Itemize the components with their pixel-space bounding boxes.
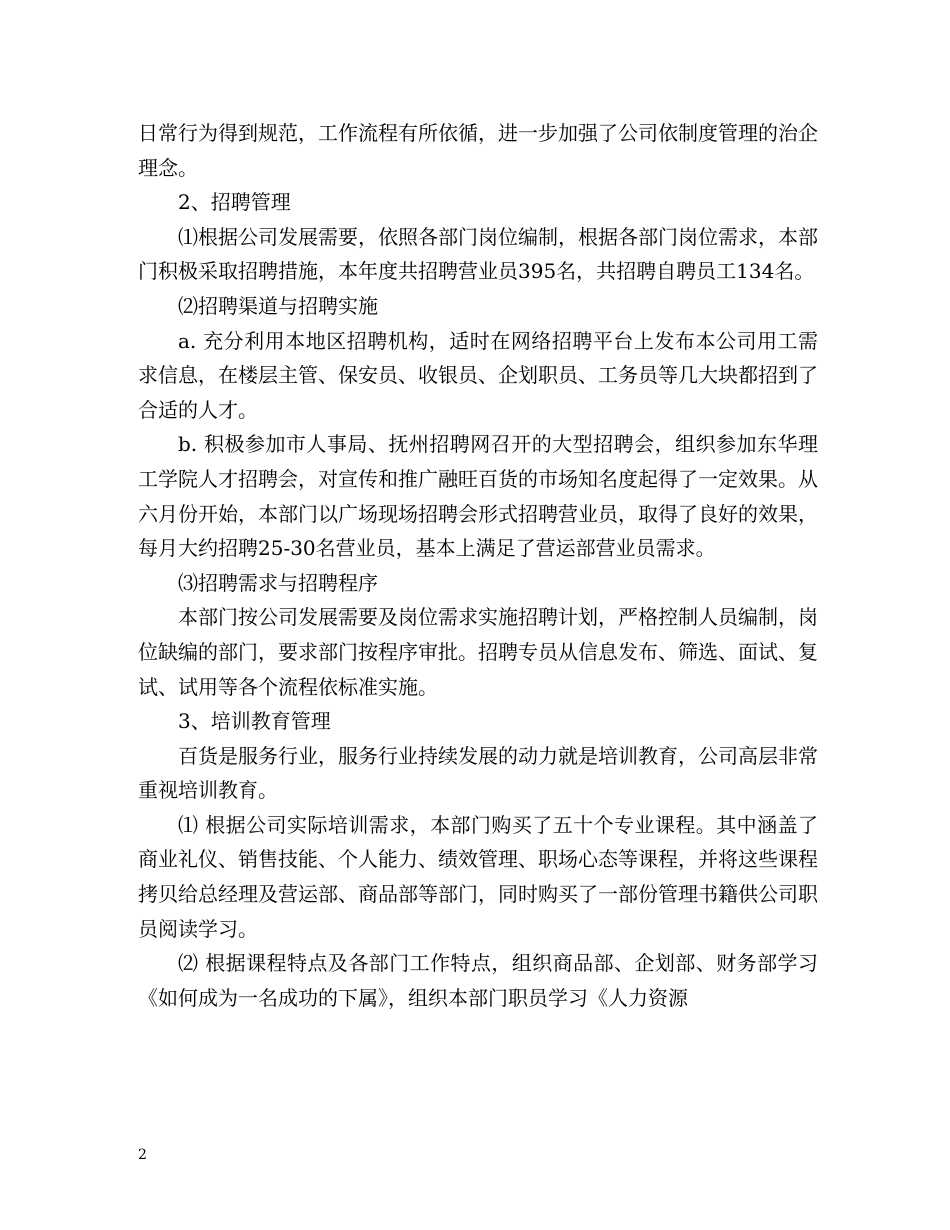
- paragraph: 本部门按公司发展需要及岗位需求实施招聘计划，严格控制人员编制，岗位缺编的部门，要求部门按程序审批。招聘专员从信息发布、筛选、面试、复试、试用等各个流程依标准实施。: [138, 605, 818, 699]
- section-heading-recruitment: 2、招聘管理: [178, 190, 291, 215]
- section-heading-training: 3、培训教育管理: [178, 709, 331, 734]
- paragraph: 日常行为得到规范，工作流程有所依循，进一步加强了公司依制度管理的治企理念。: [138, 121, 818, 180]
- paragraph: 百货是服务行业，服务行业持续发展的动力就是培训教育，公司高层非常重视培训教育。: [138, 743, 818, 803]
- paragraph: b. 积极参加市人事局、抚州招聘网召开的大型招聘会，组织参加东华理工学院人才招聘会，对宣传和推广融旺百货的市场知名度起得了一定效果。从六月份开始，本部门以广场现场招聘会形式招聘营业员，取得了良好的效果，每月大约招聘25-30名营业员，基本上满足了营运部营业员需求。: [138, 432, 818, 561]
- paragraph: ⑴根据公司发展需要，依照各部门岗位编制，根据各部门岗位需求，本部门积极采取招聘措施，本年度共招聘营业员395名，共招聘自聘员工134名。: [138, 224, 818, 284]
- subheading: ⑶招聘需求与招聘程序: [178, 570, 378, 595]
- paragraph: a. 充分利用本地区招聘机构，适时在网络招聘平台上发布本公司用工需求信息，在楼层主管、保安员、收银员、企划职员、工务员等几大块都招到了合适的人才。: [138, 328, 818, 422]
- document-body: [138, 116, 818, 1015]
- page-number: 2: [138, 1147, 147, 1163]
- paragraph: ⑵ 根据课程特点及各部门工作特点，组织商品部、企划部、财务部学习《如何成为一名成功的下属》，组织本部门职员学习《人力资源: [138, 951, 818, 1010]
- subheading: ⑵招聘渠道与招聘实施: [178, 293, 378, 318]
- paragraph: ⑴ 根据公司实际培训需求，本部门购买了五十个专业课程。其中涵盖了商业礼仪、销售技能、个人能力、绩效管理、职场心态等课程，并将这些课程拷贝给总经理及营运部、商品部等部门，同时购买了一部份管理书籍供公司职员阅读学习。: [138, 812, 818, 941]
